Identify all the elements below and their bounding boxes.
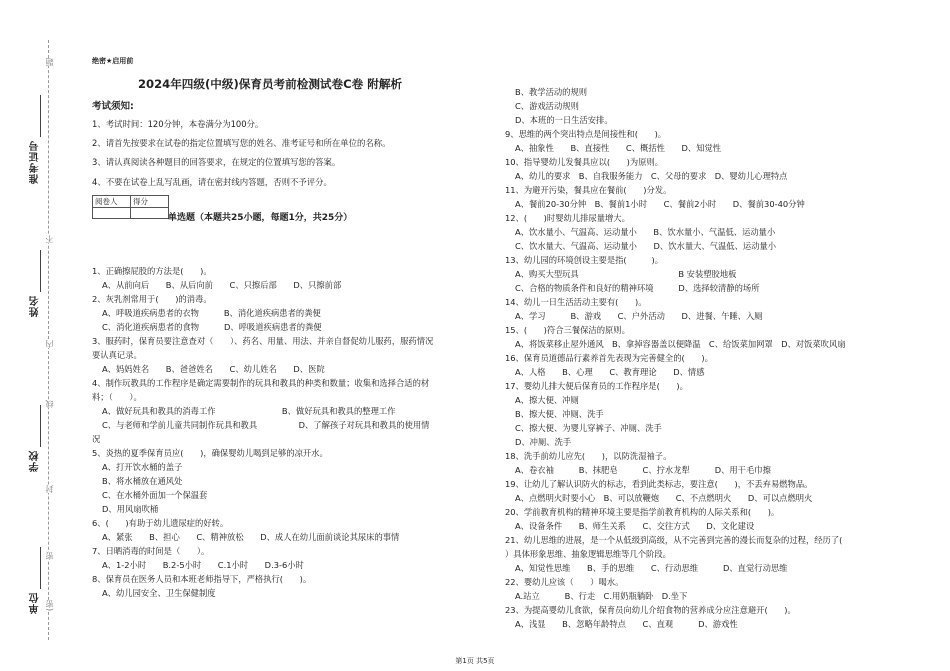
binding-margin [0,0,62,671]
question-option: A、知觉性思维 B、手的思维 C、行动思维 D、直觉行动思维 [515,563,788,573]
question-stem: 17、婴幼儿排大便后保育员的工作程序是( )。 [505,381,688,391]
notice-item: 4、不要在试卷上乱写乱画，请在密封线内答题，否则不予评分。 [92,177,332,187]
question-stem: 16、保育员道德品行素养首先表现为完善健全的( )。 [505,353,713,363]
page-title: 2024年四级(中级)保育员考前检测试卷C卷 附解析 [137,77,403,91]
question-option: C、合格的物质条件和良好的精神环境 D、选择较清静的场所 [515,283,760,293]
margin-fill-line [40,250,49,292]
question-stem: 3、服药时，保育员要注意查对（ ）、药名、用量、用法、并亲自督促幼儿服药，服药情况 [92,336,434,346]
question-stem: 况 [92,434,101,444]
section-heading: 单选题（本题共25小题，每题1分，共25分） [168,213,353,223]
question-option: A、学习 B、游戏 C、户外活动 D、进餐、午睡、入厕 [515,311,763,321]
question-option: A、幼儿园安全、卫生保健制度 [102,588,216,598]
question-stem: 9、思维的两个突出特点是间接性和( )。 [505,129,667,139]
score-box-score: 得分 [131,196,169,208]
question-option: D、冲厕、洗手 [515,437,572,447]
question-stem: 13、幼儿园的环境创设主要是指( )。 [505,255,664,265]
question-option: A、呼吸道疾病患者的衣物 B、消化道疾病患者的粪便 [102,308,321,318]
question-stem: 10、指导婴幼儿发餐具应以( )为原则。 [505,157,664,167]
question-stem: ）具体形象思维、抽象逻辑思维等几个阶段。 [505,549,671,559]
score-box-cell [93,208,131,219]
seal-line-char: (密 [45,600,54,612]
question-option: A、点燃明火时要小心 B、可以放鞭炮 C、不点燃明火 D、可以点燃明火 [515,493,813,503]
notice-item: 2、请首先按要求在试卷的指定位置填写您的姓名、准考证号和所在单位的名称。 [92,138,391,148]
score-box-grader: 阅卷人 [93,196,131,208]
question-option: C、在水桶外面加一个保温套 [102,490,208,500]
margin-field-label: 姓名 [30,295,41,317]
question-stem: 19、让幼儿了解认识防火的标志，看到此类标志，要注意( )，不丢弃易燃物品。 [505,479,813,489]
question-option: A、从前向后 B、从后向前 C、只擦后部 D、只擦前部 [102,280,342,290]
confidential-mark: 绝密★启用前 [92,57,134,65]
notice-item: 3、请认真阅读各种题目的回答要求，在规定的位置填写您的答案。 [92,157,341,167]
seal-line-char: 不 [45,235,54,243]
question-stem: 18、洗手前幼儿应先( )，以防洗湿袖子。 [505,451,672,461]
question-option: A、抽象性 B、直接性 C、概括性 D、知觉性 [515,143,722,153]
question-option: A、设备条件 B、师生关系 C、交往方式 D、文化建设 [515,521,755,531]
question-option: A、餐前20-30分钟 B、餐前1小时 C、餐前2小时 D、餐前30-40分钟 [515,199,805,209]
question-option: C、游戏活动规则 [515,101,579,111]
seal-line-char: 线 [45,400,54,408]
question-option: B、擦大便、冲厕、洗手 [515,409,604,419]
question-stem: 23、为提高婴幼儿食欲，保育员向幼儿介绍食物的营养成分应注意避开( )。 [505,605,796,615]
question-stem: 2、灰乳剂常用于( )的消毒。 [92,294,212,304]
page-footer: 第1页 共5页 [455,657,495,665]
margin-field-label: 准考证号 [30,140,41,184]
seal-line-char: 封 [45,485,54,493]
seal-line-char: 密 [45,552,54,560]
question-stem: 15、( )符合三餐保洁的原则。 [505,325,630,335]
question-option: A.站立 B、行走 C.用奶瓶躺卧 D.坐下 [515,591,688,601]
score-box-cell [131,208,169,219]
question-option: C、擦大便、为婴儿穿裤子、冲厕、洗手 [515,423,662,433]
question-option: A、浅显 B、忽略年龄特点 C、直观 D、游戏性 [515,619,738,629]
question-stem: 要认真记录。 [92,350,142,360]
question-option: A、购买大型玩具 B 安装塑胶地板 [515,269,737,279]
margin-fill-line [40,95,49,137]
question-stem: 8、保育员在医务人员和本班老师指导下，严格执行( )。 [92,574,312,584]
notice-heading: 考试须知: [92,101,134,112]
question-option: C、饮水量大、气温高、运动量小 D、饮水量大、气温低、运动量小 [515,241,777,251]
question-option: A、人格 B、心理 C、教育理论 D、情感 [515,367,705,377]
seal-line-char: 题 [45,58,54,66]
question-option: B、教学活动的规则 [515,87,588,97]
question-stem: 11、为避开污染，餐具应在餐前( )分发。 [505,185,672,195]
question-stem: 7、日晒消毒的时间是（ ）。 [92,546,210,556]
question-stem: 4、制作玩教具的工作程序是确定需要制作的玩具和教具的种类和数量；收集和选择合适的材 [92,378,430,388]
question-option: C、消化道疾病患者的食物 D、呼吸道疾病患者的粪便 [102,322,322,332]
question-option: A、擦大便、冲厕 [515,395,579,405]
question-option: D、用风扇吹桶 [102,504,159,514]
question-option: C、与老师和学前儿童共同制作玩具和教具 D、了解孩子对玩具和教具的使用情 [102,420,430,430]
question-stem: 14、幼儿一日生活活动主要有( )。 [505,297,647,307]
question-option: D、本班的一日生活安排。 [515,115,613,125]
question-option: A、幼儿的要求 B、自我服务能力 C、父母的要求 D、婴幼儿心理特点 [515,171,788,181]
question-stem: 22、婴幼儿应该（ ）喝水。 [505,577,624,587]
question-stem: 料；（ ）。 [92,392,142,402]
margin-field-label: 学校 [30,450,41,472]
question-option: A、做好玩具和教具的消毒工作 B、做好玩具和教具的整理工作 [102,406,396,416]
margin-fill-line [40,405,49,447]
question-option: A、妈妈姓名 B、爸爸姓名 C、幼儿姓名 D、医院 [102,364,325,374]
question-option: A、1-2小时 B.2-5小时 C.1小时 D.3-6小时 [102,560,304,570]
score-box [92,195,169,219]
question-option: B、将水桶放在通风处 [102,476,183,486]
question-stem: 20、学前教育机构的精神环境主要是指学前教育机构的人际关系和( )。 [505,507,780,517]
question-stem: 21、幼儿思维的进展，是一个从低级到高级，从不完善到完善的漫长而复杂的过程，经历了( [505,535,843,545]
question-stem: 6、( )有助于幼儿遗尿症的好转。 [92,518,229,528]
question-option: A、打开饮水桶的盖子 [102,462,183,472]
question-stem: 12、( )时婴幼儿排尿量增大。 [505,213,630,223]
notice-item: 1、考试时间：120分钟，本卷满分为100分。 [92,119,264,129]
question-option: A、饮水量小、气温高、运动量小 B、饮水量小、气温低、运动量小 [515,227,776,237]
margin-field-label: 单位 [30,592,41,614]
seal-line-char: 内 [45,340,54,348]
question-option: A、卷衣袖 B、抹肥皂 C、拧水龙犁 D、用干毛巾擦 [515,465,771,475]
question-option: A、紧张 B、担心 C、精神放松 D、成人在幼儿面前谈论其尿床的事情 [102,532,400,542]
question-stem: 1、正确擦屁股的方法是( )。 [92,266,212,276]
question-option: A、将饭菜移止屋外通风 B、拿掉容器盖以便降温 C、给饭菜加网罩 D、对饭菜吹风扇 [515,339,846,349]
question-stem: 5、炎热的夏季保育员应( )，确保婴幼儿喝到足够的凉开水。 [92,448,328,458]
